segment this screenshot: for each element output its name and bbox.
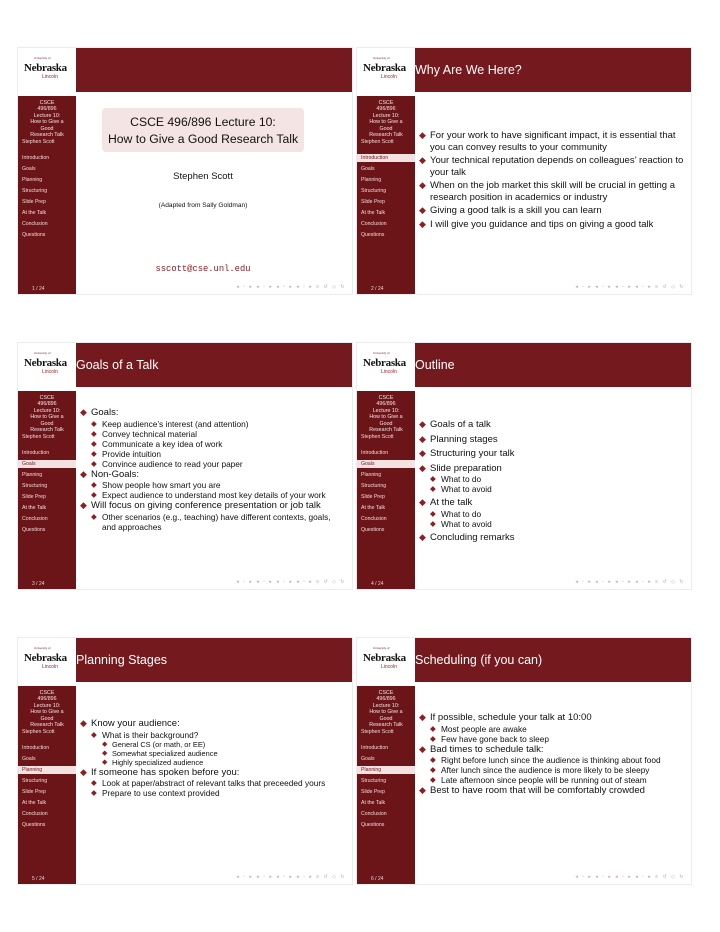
page-number: 2 / 24 xyxy=(371,286,384,292)
title-bar xyxy=(76,48,352,92)
sidebar-item-slide-prep[interactable]: Slide Prep xyxy=(22,199,46,205)
bullet-list xyxy=(80,407,346,532)
sidebar-item-introduction[interactable]: Introduction xyxy=(357,154,415,162)
bullet-item: ◆ What is their background? xyxy=(91,729,199,740)
bullet-item: ◆ Communicate a key idea of work xyxy=(91,438,223,449)
sidebar-course-title: CSCE 496/896 Lecture 10: How to Give a Good Research Talk xyxy=(369,100,403,139)
sidebar-item-structuring[interactable]: Structuring xyxy=(361,483,387,489)
sidebar-item-questions[interactable]: Questions xyxy=(22,822,46,828)
sidebar-item-slide-prep[interactable]: Slide Prep xyxy=(361,789,385,795)
sidebar-item-planning[interactable]: Planning xyxy=(22,177,43,183)
sidebar-item-questions[interactable]: Questions xyxy=(22,232,46,238)
sidebar-item-conclusion[interactable]: Conclusion xyxy=(361,516,387,522)
sidebar-item-slide-prep[interactable]: Slide Prep xyxy=(361,494,385,500)
sidebar-item-planning[interactable]: Planning xyxy=(18,766,76,774)
sidebar-item-structuring[interactable]: Structuring xyxy=(361,188,387,194)
bullet-item: ◆ What to avoid xyxy=(430,518,492,529)
sidebar-item-conclusion[interactable]: Conclusion xyxy=(361,221,387,227)
page-number: 1 / 24 xyxy=(32,286,45,292)
bullet-item: ◆ Keep audience’s interest (and attention) xyxy=(91,418,249,429)
sidebar-course-title: CSCE 496/896 Lecture 10: How to Give a Good Research Talk xyxy=(30,395,64,434)
sidebar-item-goals[interactable]: Goals xyxy=(361,166,375,172)
bullet-item: ◆ What to do xyxy=(430,474,482,484)
slide-6 xyxy=(357,638,691,884)
bullet-item: ◆ Know your audience: xyxy=(80,718,180,729)
author-name: Stephen Scott xyxy=(173,171,233,182)
adapted-note: (Adapted from Sally Goldman) xyxy=(158,202,248,209)
sidebar-item-slide-prep[interactable]: Slide Prep xyxy=(22,789,46,795)
bullet-item: ◆ Convey technical material xyxy=(91,428,197,439)
sidebar-item-at-the-talk[interactable]: At the Talk xyxy=(22,505,47,511)
bullet-item: ◆ General CS (or math, or EE) xyxy=(102,739,206,749)
sidebar-item-goals[interactable]: Goals xyxy=(22,756,36,762)
slide-3 xyxy=(18,343,352,589)
beamer-navigation-icons[interactable]: ◂ ▫ ▸ ◂ ▫ ▸ ◂ ▫ ▸ ◂ ▫ ▸ ≡ ↺ ◇ ↻ xyxy=(236,284,346,290)
sidebar-item-slide-prep[interactable]: Slide Prep xyxy=(361,199,385,205)
bullet-item: ◆ What to do xyxy=(430,508,482,519)
sidebar xyxy=(357,343,415,589)
sidebar xyxy=(357,48,415,294)
beamer-navigation-icons[interactable]: ◂ ▫ ▸ ◂ ▫ ▸ ◂ ▫ ▸ ◂ ▫ ▸ ≡ ↺ ◇ ↻ xyxy=(575,579,685,585)
sidebar-item-at-the-talk[interactable]: At the Talk xyxy=(361,210,386,216)
bullet-item: ◆ Highly specialized audience xyxy=(102,757,204,767)
bullet-item: ◆ Look at paper/abstract of relevant talks that preceeded yours xyxy=(91,778,326,788)
bullet-item: ◆ Most people are awake xyxy=(430,723,527,734)
bullet-item: ◆ Bad times to schedule talk: xyxy=(419,743,544,755)
bullet-item: ◆ Best to have room that will be comfortably crowded xyxy=(419,785,645,796)
presentation-title-line-1: CSCE 496/896 Lecture 10: xyxy=(130,115,276,129)
beamer-navigation-icons[interactable]: ◂ ▫ ▸ ◂ ▫ ▸ ◂ ▫ ▸ ◂ ▫ ▸ ≡ ↺ ◇ ↻ xyxy=(575,874,685,880)
sidebar-item-planning[interactable]: Planning xyxy=(22,472,43,478)
bullet-item: ◆ What to avoid xyxy=(430,484,492,494)
bullet-item: ◆ Planning stages xyxy=(419,433,498,445)
bullet-item: ◆ After lunch since the audience is more likely to be sleepy xyxy=(430,765,650,775)
slide-title: Outline xyxy=(415,358,455,372)
sidebar-item-at-the-talk[interactable]: At the Talk xyxy=(22,800,47,806)
bullet-item: ◆ When on the job market this skill will be crucial in getting a research position in academics or industry xyxy=(419,180,676,203)
bullet-item: ◆ Somewhat specialized audience xyxy=(102,748,218,758)
sidebar-item-planning[interactable]: Planning xyxy=(361,177,382,183)
bullet-item: ◆ Convince audience to read your paper xyxy=(91,458,243,469)
bullet-item: ◆ I will give you guidance and tips on giving a good talk xyxy=(419,218,654,230)
sidebar-item-author[interactable]: Stephen Scott xyxy=(361,139,394,145)
sidebar-item-at-the-talk[interactable]: At the Talk xyxy=(361,800,386,806)
sidebar-item-at-the-talk[interactable]: At the Talk xyxy=(22,210,47,216)
slide-5 xyxy=(18,638,352,884)
bullet-item: ◆ Concluding remarks xyxy=(419,531,515,543)
title-bar xyxy=(415,343,691,387)
slide-title: Goals of a Talk xyxy=(76,358,159,372)
sidebar-item-introduction[interactable]: Introduction xyxy=(22,155,50,161)
sidebar xyxy=(18,343,76,589)
sidebar-item-at-the-talk[interactable]: At the Talk xyxy=(361,505,386,511)
slide-body xyxy=(419,682,687,876)
sidebar-item-planning[interactable]: Planning xyxy=(357,766,415,774)
sidebar-item-goals[interactable]: Goals xyxy=(22,166,36,172)
bullet-item: ◆ At the talk xyxy=(419,497,473,508)
title-box xyxy=(102,108,304,152)
sidebar-item-author[interactable]: Stephen Scott xyxy=(22,729,55,735)
sidebar-course-title: CSCE 496/896 Lecture 10: How to Give a Good Research Talk xyxy=(30,100,64,139)
beamer-navigation-icons[interactable]: ◂ ▫ ▸ ◂ ▫ ▸ ◂ ▫ ▸ ◂ ▫ ▸ ≡ ↺ ◇ ↻ xyxy=(575,284,685,290)
slide-1 xyxy=(18,48,352,294)
bullet-item: ◆ Expect audience to understand most key details of your work xyxy=(91,490,326,500)
sidebar-item-author[interactable]: Stephen Scott xyxy=(361,434,394,440)
slide-body xyxy=(80,387,348,581)
sidebar-item-author[interactable]: Stephen Scott xyxy=(361,729,394,735)
bullet-item: ◆ If someone has spoken before you: xyxy=(80,766,240,778)
slide-title: Planning Stages xyxy=(76,653,168,667)
bullet-item: ◆ If possible, schedule your talk at 10:00 xyxy=(419,712,592,723)
slide-body xyxy=(419,387,687,581)
sidebar-course-title: CSCE 496/896 Lecture 10: How to Give a Good Research Talk xyxy=(369,395,403,434)
sidebar-item-conclusion[interactable]: Conclusion xyxy=(22,221,48,227)
sidebar xyxy=(18,48,76,294)
sidebar-course-title: CSCE 496/896 Lecture 10: How to Give a Good Research Talk xyxy=(369,690,403,729)
beamer-navigation-icons[interactable]: ◂ ▫ ▸ ◂ ▫ ▸ ◂ ▫ ▸ ◂ ▫ ▸ ≡ ↺ ◇ ↻ xyxy=(236,579,346,585)
sidebar-item-goals[interactable]: Goals xyxy=(361,756,375,762)
sidebar-item-introduction[interactable]: Introduction xyxy=(22,450,50,456)
nebraska-logo: University of Nebraska Lincoln xyxy=(357,638,415,686)
sidebar-item-structuring[interactable]: Structuring xyxy=(22,188,48,194)
sidebar-item-introduction[interactable]: Introduction xyxy=(361,450,389,456)
sidebar-item-planning[interactable]: Planning xyxy=(361,472,382,478)
nebraska-logo: University of Nebraska Lincoln xyxy=(18,48,76,96)
bullet-item: ◆ Your technical reputation depends on colleagues’ reaction to your talk xyxy=(419,155,684,178)
bullet-item: ◆ Slide preparation xyxy=(419,462,502,474)
page-number: 3 / 24 xyxy=(32,581,45,587)
sidebar-item-structuring[interactable]: Structuring xyxy=(22,778,48,784)
slide-title: Why Are We Here? xyxy=(415,63,522,77)
nebraska-logo: University of Nebraska Lincoln xyxy=(18,343,76,391)
slide-4 xyxy=(357,343,691,589)
page-number: 5 / 24 xyxy=(32,876,45,882)
slide-body xyxy=(80,682,348,876)
bullet-item: ◆ Other scenarios (e.g., teaching) have different contexts, goals, and approaches xyxy=(91,511,331,532)
bullet-item: ◆ Provide intuition xyxy=(91,448,162,459)
page-number: 4 / 24 xyxy=(371,581,384,587)
bullet-item: ◆ Structuring your talk xyxy=(419,448,515,459)
slide-body xyxy=(419,92,687,286)
sidebar-item-goals[interactable]: Goals xyxy=(357,460,415,468)
slide-2 xyxy=(357,48,691,294)
sidebar xyxy=(357,638,415,884)
page-number: 6 / 24 xyxy=(371,876,384,882)
sidebar-course-title: CSCE 496/896 Lecture 10: How to Give a Good Research Talk xyxy=(30,690,64,729)
slide-title: Scheduling (if you can) xyxy=(415,653,543,667)
nebraska-logo: University of Nebraska Lincoln xyxy=(357,48,415,96)
bullet-item: ◆ For your work to have significant impact, it is essential that you can convey results to your community xyxy=(419,130,676,153)
sidebar-item-conclusion[interactable]: Conclusion xyxy=(361,811,387,817)
sidebar-item-questions[interactable]: Questions xyxy=(361,232,385,238)
bullet-list xyxy=(80,718,346,798)
bullet-item: ◆ Goals: xyxy=(80,407,119,418)
sidebar-item-conclusion[interactable]: Conclusion xyxy=(22,811,48,817)
bullet-item: ◆ Show people how smart you are xyxy=(91,480,221,490)
bullet-item: ◆ Non-Goals: xyxy=(80,468,140,480)
author-email[interactable]: sscott@cse.unl.edu xyxy=(155,264,251,274)
sidebar-item-introduction[interactable]: Introduction xyxy=(22,745,50,751)
sidebar-item-author[interactable]: Stephen Scott xyxy=(22,139,55,145)
presentation-title-line-2: How to Give a Good Research Talk xyxy=(107,132,299,146)
bullet-item: ◆ Goals of a talk xyxy=(419,419,491,430)
sidebar xyxy=(18,638,76,884)
sidebar-item-structuring[interactable]: Structuring xyxy=(22,483,48,489)
sidebar-item-questions[interactable]: Questions xyxy=(22,527,46,533)
bullet-item: ◆ Right before lunch since the audience is thinking about food xyxy=(430,755,661,765)
sidebar-item-conclusion[interactable]: Conclusion xyxy=(22,516,48,522)
bullet-list xyxy=(419,417,685,543)
bullet-list xyxy=(419,130,685,230)
bullet-item: ◆ Late afternoon since people will be running out of steam xyxy=(430,775,647,785)
sidebar-item-structuring[interactable]: Structuring xyxy=(361,778,387,784)
bullet-item: ◆ Prepare to use context provided xyxy=(91,788,220,798)
sidebar-item-slide-prep[interactable]: Slide Prep xyxy=(22,494,46,500)
nebraska-logo: University of Nebraska Lincoln xyxy=(18,638,76,686)
sidebar-item-author[interactable]: Stephen Scott xyxy=(22,434,55,440)
sidebar-item-introduction[interactable]: Introduction xyxy=(361,745,389,751)
beamer-navigation-icons[interactable]: ◂ ▫ ▸ ◂ ▫ ▸ ◂ ▫ ▸ ◂ ▫ ▸ ≡ ↺ ◇ ↻ xyxy=(236,874,346,880)
bullet-item: ◆ Giving a good talk is a skill you can learn xyxy=(419,205,602,216)
nebraska-logo: University of Nebraska Lincoln xyxy=(357,343,415,391)
sidebar-item-goals[interactable]: Goals xyxy=(18,460,76,468)
bullet-item: ◆ Will focus on giving conference presentation or job talk xyxy=(80,500,321,511)
sidebar-item-questions[interactable]: Questions xyxy=(361,527,385,533)
sidebar-item-questions[interactable]: Questions xyxy=(361,822,385,828)
bullet-list xyxy=(419,712,685,797)
bullet-item: ◆ Few have gone back to sleep xyxy=(430,733,549,744)
